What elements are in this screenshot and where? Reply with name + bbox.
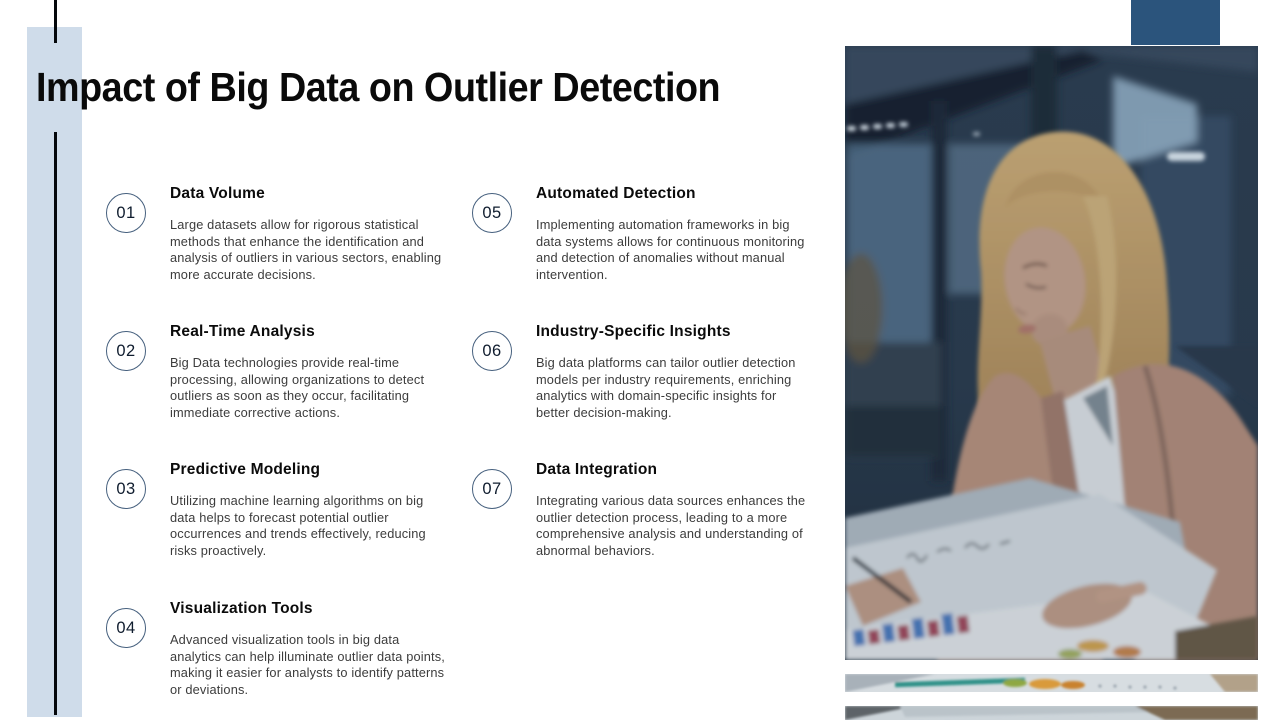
item-title: Data Volume — [170, 185, 265, 202]
item-description: Implementing automation frameworks in big data systems allows for continuous monitoring and detection of anomalies without manual intervention. — [536, 217, 805, 282]
feature-item-05 — [472, 183, 812, 283]
item-number-badge: 01 — [106, 193, 146, 233]
photo-strip-bottom — [845, 706, 1258, 720]
item-title: Visualization Tools — [170, 600, 313, 617]
item-description: Big Data technologies provide real-time processing, allowing organizations to detect outliers as soon as they occur, facilitating immediate corrective actions. — [170, 355, 425, 420]
page-title: Impact of Big Data on Outlier Detection — [36, 64, 721, 110]
item-title: Automated Detection — [536, 185, 696, 202]
item-description: Advanced visualization tools in big data analytics can help illuminate outlier data points, making it easier for analysts to identify patterns or deviations. — [170, 632, 445, 697]
item-title: Predictive Modeling — [170, 461, 321, 478]
office-photo — [845, 46, 1258, 660]
vertical-line-top — [54, 0, 57, 43]
feature-item-03 — [106, 459, 446, 559]
item-number-badge: 02 — [106, 331, 146, 371]
item-number-badge: 04 — [106, 608, 146, 648]
feature-item-06 — [472, 321, 812, 421]
item-title: Industry-Specific Insights — [536, 323, 731, 340]
item-description: Integrating various data sources enhances the outlier detection process, leading to a more comprehensive analysis and understanding of abnormal behaviors. — [536, 493, 806, 558]
photo-strip-top — [845, 674, 1258, 692]
item-description: Utilizing machine learning algorithms on big data helps to forecast potential outlier occurrences and trends effectively, reducing risks proactively. — [170, 493, 426, 558]
feature-item-02 — [106, 321, 446, 421]
item-number-badge: 06 — [472, 331, 512, 371]
feature-item-07 — [472, 459, 812, 559]
navy-accent-block — [1131, 0, 1220, 45]
item-description: Large datasets allow for rigorous statistical methods that enhance the identification and analysis of outliers in various sectors, enabling more accurate decisions. — [170, 217, 442, 282]
item-number-badge: 07 — [472, 469, 512, 509]
item-number-badge: 03 — [106, 469, 146, 509]
item-title: Data Integration — [536, 461, 658, 478]
feature-item-01 — [106, 183, 446, 283]
item-number-badge: 05 — [472, 193, 512, 233]
feature-item-04 — [106, 598, 446, 698]
item-description: Big data platforms can tailor outlier detection models per industry requirements, enriching analytics with domain-specific insights for better decision-making. — [536, 355, 796, 420]
vertical-line-main — [54, 132, 57, 715]
item-title: Real-Time Analysis — [170, 323, 315, 340]
